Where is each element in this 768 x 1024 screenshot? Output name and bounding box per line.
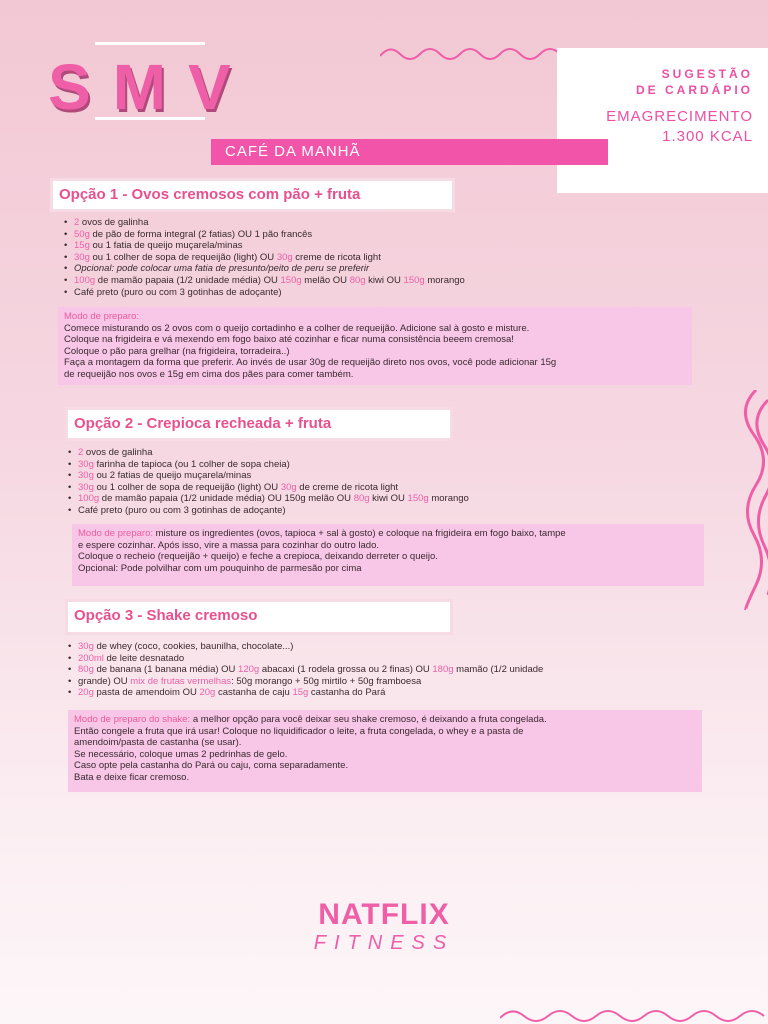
preparation-line — [78, 540, 698, 552]
ingredient-item — [78, 482, 469, 494]
text-segment: de whey (coco, cookies, baunilha, chocolate...) — [93, 641, 294, 652]
option-2-ingredients — [66, 447, 469, 517]
highlight-text: 2 — [78, 447, 84, 458]
highlight-text: 20g — [78, 687, 94, 699]
preparation-line — [64, 369, 686, 381]
text-segment: Então congele a fruta que irá usar! Coloque no liquidificador o leite, a fruta congelada, o whey e a pasta de — [74, 725, 524, 737]
sugestao-line-1: SUGESTÃO — [661, 67, 753, 81]
diet-kcal: 1.300 KCAL — [662, 128, 753, 145]
text-segment: ovos de galinha — [79, 217, 149, 228]
text-segment: amendoim/pasta de castanha (se usar). — [74, 737, 242, 749]
highlight-text: 200ml — [78, 652, 104, 664]
option-1-preparation — [58, 307, 692, 385]
text-segment: de requeijão nos ovos e 15g em cima dos pães para comer também. — [64, 368, 354, 380]
ingredient-item — [74, 217, 465, 229]
highlight-text: 80g — [78, 664, 94, 676]
ingredient-item — [74, 240, 465, 252]
highlight-text: Modo de preparo: — [78, 528, 153, 539]
text-segment: de banana (1 banana média) OU — [93, 664, 239, 676]
text-segment: creme de ricota light — [292, 251, 381, 263]
text-segment: castanha do Pará — [308, 687, 386, 699]
text-segment: Faça a montagem da forma que preferir. Ao invés de usar 30g de requeijão direto nos ovos, você pode adicionar 15g — [64, 357, 557, 369]
text-segment: castanha de caju — [215, 687, 293, 699]
ingredient-item — [78, 664, 543, 676]
text-segment: ou 2 fatias de queijo muçarela/minas — [93, 470, 252, 482]
highlight-text: 20g — [199, 687, 216, 699]
text-segment: ou 1 colher de sopa de requeijão (light) OU — [89, 251, 277, 263]
text-segment: Opcional: Pode polvilhar com um pouquinho de parmesão por cima — [78, 562, 362, 574]
preparation-line — [78, 551, 698, 563]
sugestao-heading — [570, 66, 753, 98]
highlight-text: 30g — [78, 481, 94, 493]
ingredient-item — [78, 641, 543, 653]
preparation-line — [64, 334, 686, 346]
highlight-text: 30g — [74, 251, 90, 263]
diet-goal-title: EMAGRECIMENTO — [606, 108, 753, 125]
smv-logo: SMV — [48, 51, 253, 123]
decorative-wave-top — [380, 44, 570, 64]
highlight-text: 120g — [238, 664, 260, 676]
highlight-text: 100g — [78, 493, 100, 505]
text-segment: kiwi OU — [369, 493, 408, 505]
ingredient-item — [78, 459, 469, 471]
preparation-line — [78, 528, 698, 540]
ingredient-item — [74, 229, 465, 241]
text-segment: abacaxi (1 rodela grossa ou 2 finas) OU — [259, 664, 433, 676]
highlight-text: 150g — [403, 274, 425, 286]
text-segment: Se necessário, coloque umas 2 pedrinhas de gelo. — [74, 748, 288, 760]
preparation-line — [74, 772, 696, 784]
text-segment: Bata e deixe ficar cremoso. — [74, 771, 190, 783]
text-segment: Café preto (puro ou com 3 gotinhas de adoçante) — [74, 286, 282, 298]
ingredient-item — [78, 687, 543, 699]
text-segment: misture os ingredientes (ovos, tapioca + sal à gosto) e coloque na frigideira em fogo baixo, tampe — [153, 528, 566, 539]
sugestao-line-2: DE CARDÁPIO — [635, 83, 753, 97]
highlight-text: 100g — [74, 274, 96, 286]
text-segment: de creme de ricota light — [296, 481, 399, 493]
text-segment: grande) OU — [78, 675, 131, 687]
option-1-ingredients — [62, 217, 465, 298]
ingredient-item — [78, 653, 543, 665]
preparation-line — [64, 323, 686, 335]
ingredient-item — [74, 287, 465, 299]
highlight-text: 2 — [74, 217, 80, 228]
highlight-text: 80g — [349, 274, 366, 286]
text-segment: de leite desnatado — [103, 652, 185, 664]
text-segment: ou 1 colher de sopa de requeijão (light) OU — [93, 481, 281, 493]
highlight-text: 150g — [407, 493, 429, 505]
text-segment: Coloque na frigideira e vá mexendo em fogo baixo até cozinhar e ficar numa consistência beeem cremosa! — [64, 334, 514, 346]
highlight-text: 30g — [276, 251, 293, 263]
decorative-wave-bottom — [500, 1004, 768, 1024]
ingredient-item — [78, 470, 469, 482]
ingredient-item — [74, 252, 465, 264]
ingredient-item — [78, 676, 543, 688]
highlight-text: 80g — [353, 493, 370, 505]
preparation-line — [64, 311, 686, 323]
text-segment: Comece misturando os 2 ovos com o queijo cortadinho e a colher de requeijão. Adicione sal à gosto e misture. — [64, 322, 530, 334]
text-segment: morango — [424, 274, 465, 286]
natflix-logo: NATFLIX — [318, 898, 450, 931]
highlight-text: Modo de preparo do shake: — [74, 714, 191, 725]
preparation-line — [74, 726, 696, 738]
highlight-text: 15g — [74, 240, 90, 252]
fitness-logo: FITNESS — [313, 932, 455, 954]
ingredient-item — [74, 263, 465, 275]
text-segment: melão OU — [301, 274, 350, 286]
highlight-text: mix de frutas vermelhas — [130, 675, 232, 687]
decorative-wave-right — [726, 390, 768, 610]
text-segment: e espere cozinhar. Após isso, vire a massa para cozinhar do outro lado. — [78, 539, 380, 551]
highlight-text: 30g — [78, 458, 94, 470]
preparation-line — [74, 714, 696, 726]
text-segment: de mamão papaia (1/2 unidade média) OU — [95, 274, 281, 286]
text-segment: Coloque o recheio (requeijão + queijo) e feche a crepioca, deixando derreter o queijo. — [78, 551, 438, 563]
preparation-line — [74, 760, 696, 772]
text-segment: pasta de amendoim OU — [93, 687, 200, 699]
text-segment: Opcional: pode colocar uma fatia de presunto/peito de peru se preferir — [74, 263, 370, 275]
option-3-ingredients — [66, 641, 543, 699]
option-1-title: Opção 1 - Ovos cremosos com pão + fruta — [53, 181, 452, 209]
ingredient-item — [78, 493, 469, 505]
ingredient-item — [74, 275, 465, 287]
preparation-line — [64, 357, 686, 369]
option-3-preparation — [68, 710, 702, 792]
ingredient-item — [78, 447, 469, 459]
preparation-line — [74, 749, 696, 761]
text-segment: de pão de forma integral (2 fatias) OU 1 pão francês — [89, 228, 313, 240]
text-segment: mamão (1/2 unidade — [453, 664, 544, 676]
highlight-text: 15g — [292, 687, 309, 699]
section-title-bar: CAFÉ DA MANHÃ — [211, 139, 608, 165]
highlight-text: 50g — [74, 228, 90, 240]
text-segment: de mamão papaia (1/2 unidade média) OU 150g melão OU — [99, 493, 354, 505]
highlight-text: 180g — [432, 664, 454, 676]
highlight-text: Modo de preparo: — [64, 311, 139, 322]
text-segment: morango — [428, 493, 469, 505]
text-segment: farinha de tapioca (ou 1 colher de sopa cheia) — [93, 458, 290, 470]
highlight-text: 150g — [280, 274, 302, 286]
text-segment: Caso opte pela castanha do Pará ou caju, coma separadamente. — [74, 760, 349, 772]
text-segment: : 50g morango + 50g mirtilo + 50g framboesa — [231, 675, 422, 687]
text-segment: a melhor opção para você deixar seu shake cremoso, é deixando a fruta congelada. — [190, 714, 547, 725]
highlight-text: 30g — [78, 641, 94, 652]
logo-top-line — [95, 42, 205, 45]
text-segment: Coloque o pão para grelhar (na frigideira, torradeira..) — [64, 345, 290, 357]
option-3-title: Opção 3 - Shake cremoso — [68, 602, 450, 632]
highlight-text: 30g — [78, 470, 94, 482]
option-2-title: Opção 2 - Crepioca recheada + fruta — [68, 410, 450, 438]
text-segment: ovos de galinha — [83, 447, 153, 458]
option-2-preparation — [72, 524, 704, 586]
text-segment: ou 1 fatia de queijo muçarela/minas — [89, 240, 243, 252]
ingredient-item — [78, 505, 469, 517]
text-segment: kiwi OU — [365, 274, 404, 286]
text-segment: Café preto (puro ou com 3 gotinhas de adoçante) — [78, 504, 286, 516]
preparation-line — [74, 737, 696, 749]
preparation-line — [78, 563, 698, 575]
preparation-line — [64, 346, 686, 358]
highlight-text: 30g — [280, 481, 297, 493]
